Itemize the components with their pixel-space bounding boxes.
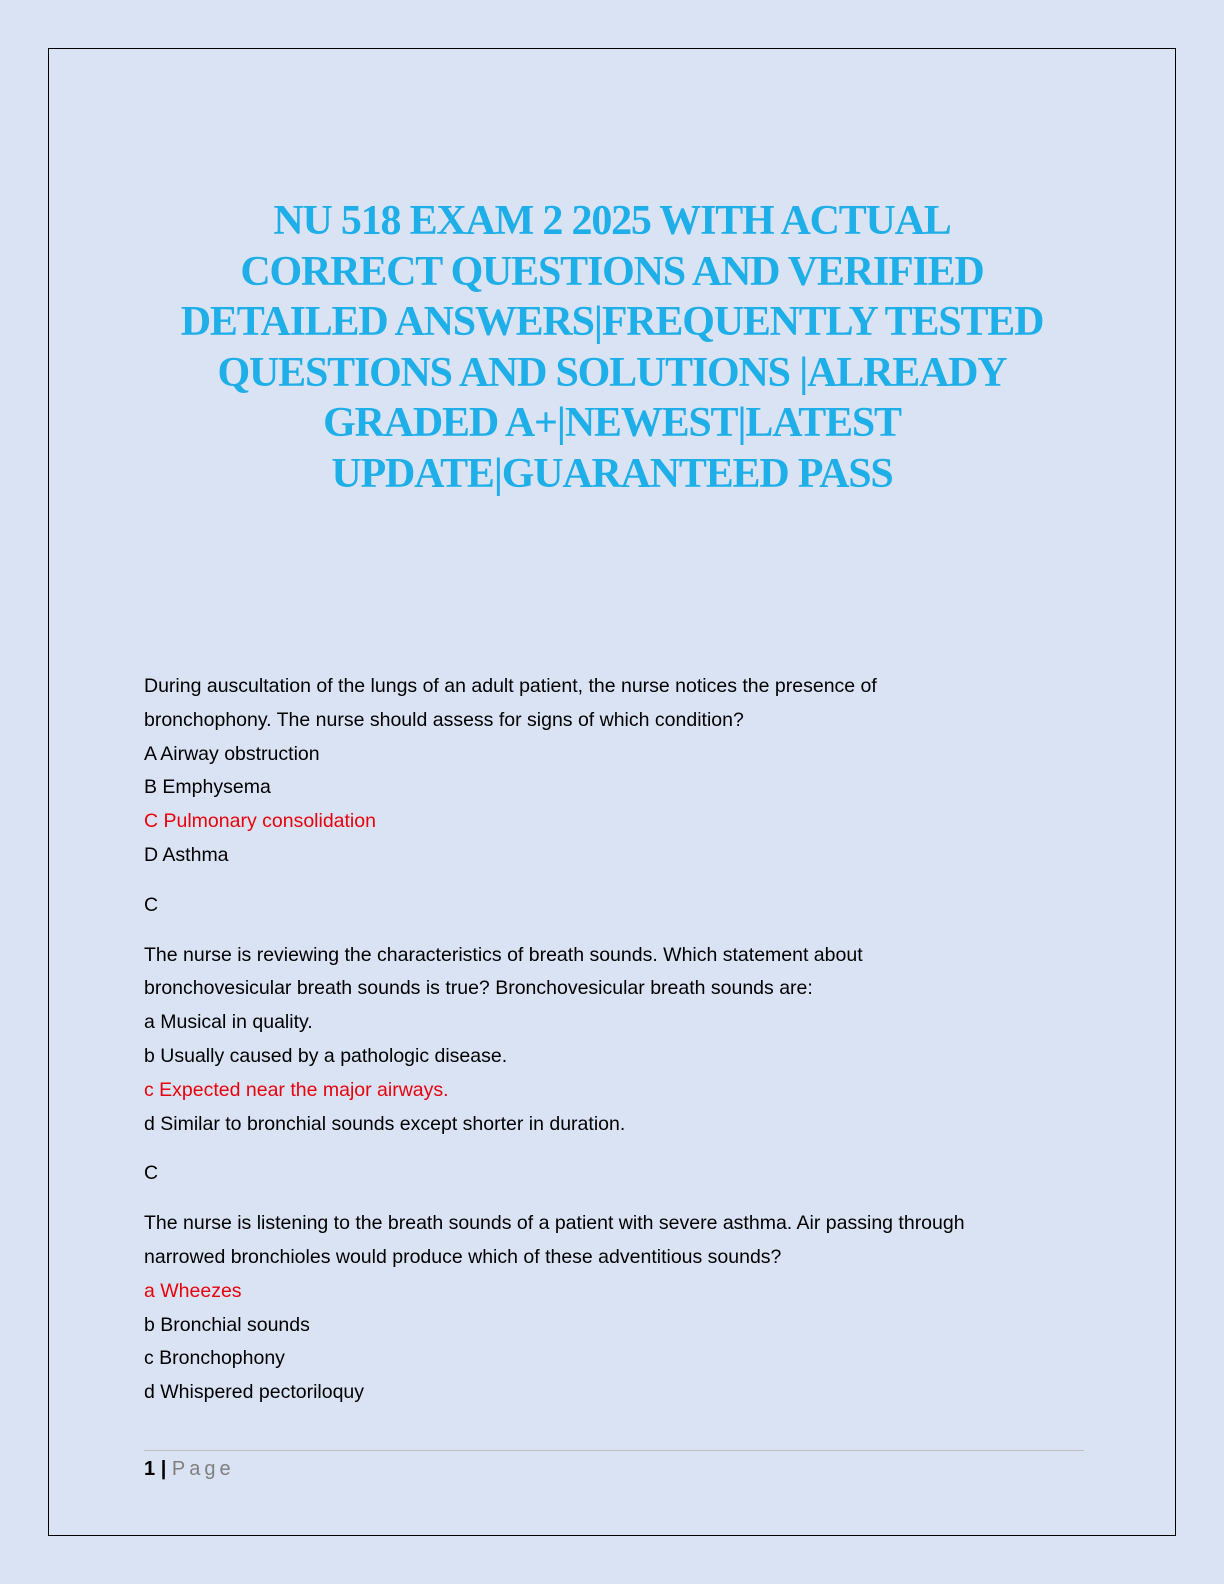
title-line: QUESTIONS AND SOLUTIONS |ALREADY bbox=[217, 349, 1007, 396]
answer-option: d Whispered pectoriloquy bbox=[144, 1381, 365, 1404]
answer-option: c Bronchophony bbox=[144, 1347, 285, 1370]
page-label: Page bbox=[171, 1458, 235, 1480]
answer-option: d Similar to bronchial sounds except shorter in duration. bbox=[144, 1112, 626, 1135]
question-stem: narrowed bronchioles would produce which of these adventitious sounds? bbox=[144, 1245, 782, 1268]
title-line: CORRECT QUESTIONS AND VERIFIED bbox=[240, 248, 984, 295]
question-stem: bronchophony. The nurse should assess for signs of which condition? bbox=[144, 708, 744, 731]
title-line: UPDATE|GUARANTEED PASS bbox=[331, 450, 893, 497]
question-stem: During auscultation of the lungs of an adult patient, the nurse notices the presence of bbox=[144, 675, 877, 697]
question-stem: bronchovesicular breath sounds is true? Bronchovesicular breath sounds are: bbox=[144, 977, 813, 1000]
answer-option: b Usually caused by a pathologic disease. bbox=[144, 1044, 508, 1067]
answer-option: a Musical in quality. bbox=[144, 1011, 313, 1034]
page-number: 1 bbox=[144, 1458, 156, 1480]
answer-option: b Bronchial sounds bbox=[144, 1313, 310, 1336]
answer-option: D Asthma bbox=[144, 843, 229, 866]
correct-answer-option: c Expected near the major airways. bbox=[144, 1078, 449, 1101]
footer-separator: | bbox=[160, 1458, 167, 1480]
answer-option: B Emphysema bbox=[144, 776, 271, 799]
correct-answer-option: C Pulmonary consolidation bbox=[144, 810, 376, 833]
question-1 bbox=[144, 670, 1084, 923]
question-3 bbox=[144, 1207, 1084, 1410]
title-line: GRADED A+|NEWEST|LATEST bbox=[323, 400, 901, 446]
correct-answer-option: a Wheezes bbox=[144, 1279, 242, 1302]
footer-divider bbox=[144, 1450, 1084, 1451]
question-2 bbox=[144, 939, 1084, 1192]
title-line: NU 518 EXAM 2 2025 WITH ACTUAL bbox=[273, 198, 951, 244]
answer-key: C bbox=[144, 893, 159, 916]
document-title bbox=[120, 196, 1104, 499]
question-stem: The nurse is reviewing the characteristics of breath sounds. Which statement about bbox=[144, 943, 863, 966]
title-line: DETAILED ANSWERS|FREQUENTLY TESTED bbox=[180, 299, 1044, 345]
question-stem: The nurse is listening to the breath sounds of a patient with severe asthma. Air passing through bbox=[144, 1212, 965, 1235]
page-footer bbox=[144, 1458, 235, 1481]
answer-option: A Airway obstruction bbox=[144, 742, 320, 765]
document-body bbox=[144, 670, 1084, 1410]
answer-key: C bbox=[144, 1162, 159, 1185]
